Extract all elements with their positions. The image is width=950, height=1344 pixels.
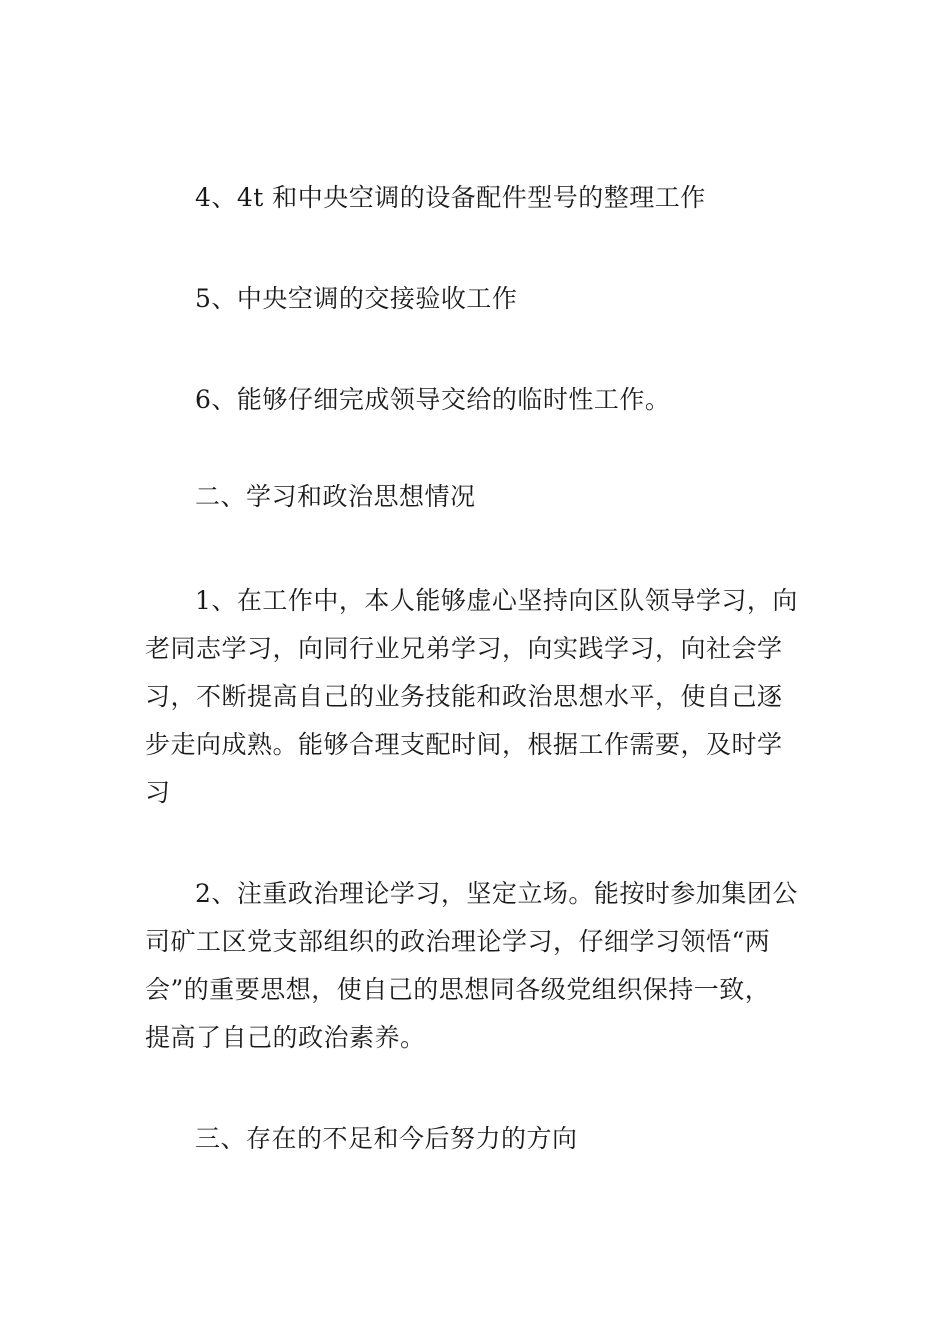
paragraph-line: 习，不断提高自己的业务技能和政治思想水平，使自己逐 (145, 682, 783, 711)
section-heading-2 (145, 473, 810, 521)
paragraph-item-4 (145, 174, 810, 222)
paragraph-line: 会”的重要思想，使自己的思想同各级党组织保持一致， (145, 975, 771, 1004)
paragraph-item-5 (145, 275, 810, 323)
paragraph-line: 步走向成熟。能够合理支配时间，根据工作需要，及时学 (145, 730, 783, 759)
paragraph-learning-1 (145, 577, 810, 817)
section-heading-text: 二、学习和政治思想情况 (195, 482, 476, 511)
paragraph-line: 4、4t 和中央空调的设备配件型号的整理工作 (195, 183, 706, 212)
paragraph-line: 5、中央空调的交接验收工作 (195, 284, 518, 313)
paragraph-line: 1、在工作中，本人能够虚心坚持向区队领导学习，向 (195, 586, 798, 615)
paragraph-item-6 (145, 376, 810, 424)
paragraph-learning-2 (145, 870, 810, 1062)
paragraph-line: 2、注重政治理论学习，坚定立场。能按时参加集团公 (195, 879, 798, 908)
section-heading-text: 三、存在的不足和今后努力的方向 (195, 1124, 578, 1153)
paragraph-line: 提高了自己的政治素养。 (145, 1023, 426, 1052)
paragraph-line: 6、能够仔细完成领导交给的临时性工作。 (195, 385, 671, 414)
paragraph-line: 老同志学习，向同行业兄弟学习，向实践学习，向社会学 (145, 634, 783, 663)
paragraph-line: 习 (145, 778, 171, 807)
section-heading-3 (145, 1115, 810, 1163)
paragraph-line: 司矿工区党支部组织的政治理论学习，仔细学习领悟“两 (145, 927, 771, 956)
